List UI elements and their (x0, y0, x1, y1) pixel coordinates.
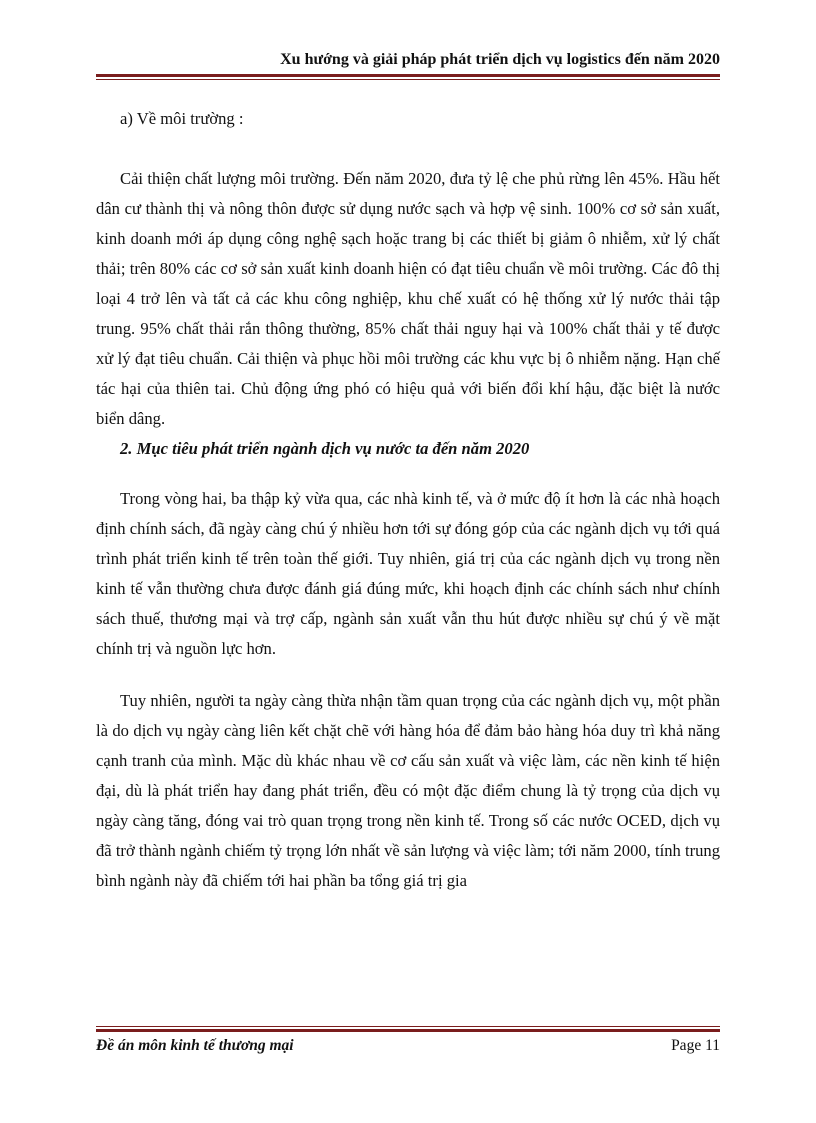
header-rule-thin (96, 79, 720, 80)
services-paragraph-1: Trong vòng hai, ba thập kỷ vừa qua, các nhà kinh tế, và ở mức độ ít hơn là các nhà hoạch định chính sách, đã ngày càng chú ý nhiều hơn tới sự đóng góp của các ngành dịch vụ tới quá trình phát triển kinh tế trên toàn thế giới. Tuy nhiên, giá trị của các ngành dịch vụ trong nền kinh tế vẫn thường chưa được đánh giá đúng mức, khi hoạch định các chính sách như chính sách thuế, thương mại và trợ cấp, ngành sản xuất vẫn thu hút được nhiều sự chú ý về mặt chính trị và nguồn lực hơn. (96, 489, 720, 658)
footer-document-title: Đề án môn kinh tế thương mại (96, 1037, 294, 1054)
running-header-title: Xu hướng và giải pháp phát triển dịch vụ logistics đến năm 2020 (280, 51, 720, 68)
page-number: Page 11 (671, 1037, 720, 1054)
subsection-heading-environment: a) Về môi trường : (120, 109, 244, 128)
header-rule-thick (96, 74, 720, 77)
footer-rule-thick (96, 1029, 720, 1032)
section-heading-2: 2. Mục tiêu phát triển ngành dịch vụ nước ta đến năm 2020 (120, 439, 530, 458)
services-paragraph-2: Tuy nhiên, người ta ngày càng thừa nhận tầm quan trọng của các ngành dịch vụ, một phần là do dịch vụ ngày càng liên kết chặt chẽ với hàng hóa để đảm bảo hàng hóa duy trì khả năng cạnh tranh của mình. Mặc dù khác nhau về cơ cấu sản xuất và việc làm, các nền kinh tế hiện đại, dù là phát triển hay đang phát triển, đều có một đặc điểm chung là tỷ trọng của dịch vụ ngày càng tăng, đóng vai trò quan trọng trong nền kinh tế. Trong số các nước OCED, dịch vụ đã trở thành ngành chiếm tỷ trọng lớn nhất về sản lượng và việc làm; tới năm 2000, tính trung bình ngành này đã chiếm tới hai phần ba tổng giá trị gia (96, 691, 720, 890)
page-body (96, 104, 720, 896)
footer-rule-thin (96, 1026, 720, 1027)
environment-paragraph: Cải thiện chất lượng môi trường. Đến năm 2020, đưa tỷ lệ che phủ rừng lên 45%. Hầu hết dân cư thành thị và nông thôn được sử dụng nước sạch và hợp vệ sinh. 100% cơ sở sản xuất, kinh doanh mới áp dụng công nghệ sạch hoặc trang bị các thiết bị giảm ô nhiễm, xử lý chất thải; trên 80% các cơ sở sản xuất kinh doanh hiện có đạt tiêu chuẩn về môi trường. Các đô thị loại 4 trở lên và tất cả các khu công nghiệp, khu chế xuất có hệ thống xử lý nước thải tập trung. 95% chất thải rắn thông thường, 85% chất thải nguy hại và 100% chất thải y tế được xử lý đạt tiêu chuẩn. Cải thiện và phục hồi môi trường các khu vực bị ô nhiễm nặng. Hạn chế tác hại của thiên tai. Chủ động ứng phó có hiệu quả với biến đổi khí hậu, đặc biệt là nước biển dâng. (96, 169, 720, 428)
